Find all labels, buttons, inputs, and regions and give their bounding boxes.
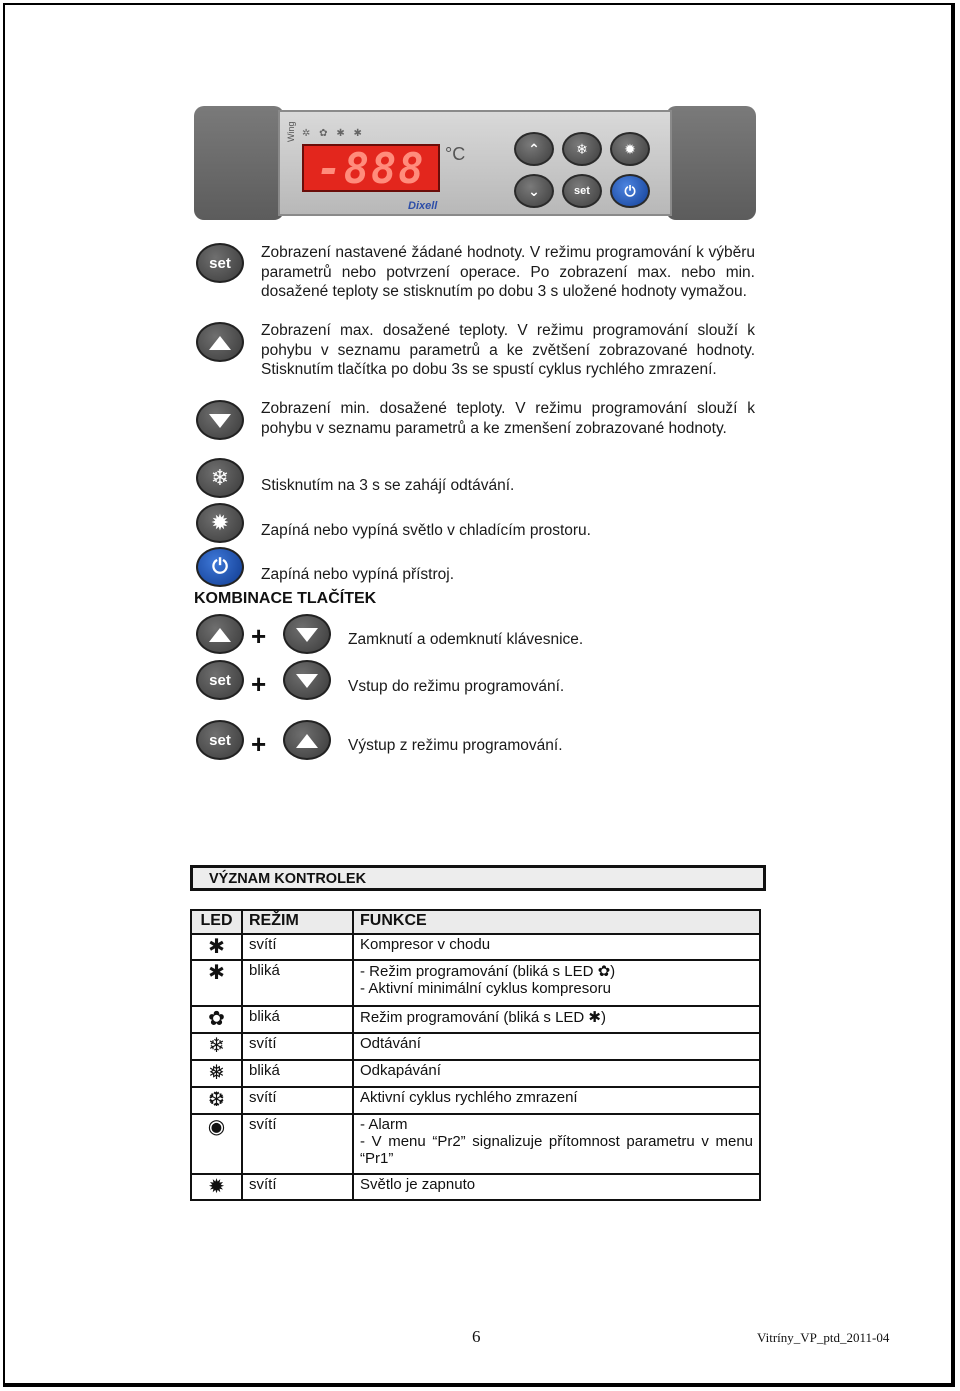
panel-defrost-button[interactable]: ❄ [562, 132, 602, 166]
controller-panel [194, 106, 756, 220]
brand-logo: Dixell [408, 200, 438, 212]
function-cell [353, 1114, 760, 1174]
compressor-led-icon: ✱ [208, 936, 225, 958]
defrost-button-icon: ❄ [196, 458, 244, 498]
led-display [302, 144, 440, 192]
document-id: Vitríny_VP_ptd_2011-04 [757, 1330, 890, 1345]
combo3-description: Výstup z režimu programování. [348, 737, 563, 754]
panel-left-cap [194, 106, 284, 220]
power-button-description: Zapíná nebo vypíná přístroj. [261, 566, 455, 583]
table-row [191, 1033, 760, 1060]
function-line: - Alarm [360, 1116, 408, 1133]
combo1-description: Zamknutí a odemknutí klávesnice. [348, 631, 584, 648]
light-button-description: Zapíná nebo vypíná světlo v chladícím prostoru. [261, 522, 591, 539]
function-line: Kompresor v chodu [360, 936, 491, 953]
table-row [191, 934, 760, 960]
mode-cell: svítí [242, 1174, 353, 1200]
mode-cell: svítí [242, 1114, 353, 1174]
led-table-header-row [191, 910, 760, 934]
up-button-description: Zobrazení max. dosažené teploty. V režimu programování slouží k pohybu v seznamu parametrů a ke zvětšení zobrazované hodnoty. Stisknutím tlačítka po dobu 3s se spustí cyklus rychlého zmrazení. [261, 322, 755, 379]
function-line: - Aktivní minimální cyklus kompresoru [360, 980, 611, 997]
function-cell [353, 1087, 760, 1114]
table-row [191, 960, 760, 1006]
combo2-description: Vstup do režimu programování. [348, 678, 565, 695]
panel-power-button[interactable]: ⏻ [610, 174, 650, 208]
panel-down-button[interactable]: ⌄ [514, 174, 554, 208]
table-row [191, 1114, 760, 1174]
alarm-led-icon: ◉ [207, 1116, 226, 1138]
panel-side-label: Wing [286, 121, 296, 142]
compressor-led-icon: ✱ [208, 962, 225, 984]
set-button-description: Zobrazení nastavené žádané hodnoty. V režimu programování k výběru parametrů nebo potvrzení operace. Po zobrazení max. nebo min. dosažené teploty se stisknutím po dobu 3 s uložené hodnoty vymažou. [261, 244, 755, 301]
panel-led-row: ✲ ✿ ✱ ✱ [302, 128, 365, 139]
function-line: Světlo je zapnuto [360, 1176, 476, 1193]
mode-cell: bliká [242, 1060, 353, 1087]
mode-cell: svítí [242, 1087, 353, 1114]
display-value: -888 [316, 143, 426, 193]
panel-light-button[interactable]: ✹ [610, 132, 650, 166]
led-cell [191, 1087, 242, 1114]
combo3-plus: + [251, 729, 267, 759]
display-unit: °C [445, 144, 466, 164]
defrost-led-icon: ❄ [208, 1035, 225, 1057]
function-cell [353, 1174, 760, 1200]
function-line: Aktivní cyklus rychlého zmrazení [360, 1089, 578, 1106]
mode-cell: svítí [242, 1033, 353, 1060]
led-cell [191, 934, 242, 960]
function-cell [353, 1006, 760, 1033]
light-led-icon: ✹ [208, 1176, 225, 1198]
function-cell [353, 1033, 760, 1060]
function-line: - V menu “Pr2” signalizuje přítomnost parametru v menu “Pr1” [360, 1133, 753, 1167]
function-line: - Režim programování (bliká s LED ✿) [360, 963, 616, 980]
dripping-led-icon: ❅ [208, 1062, 225, 1084]
function-cell [353, 960, 760, 1006]
led-cell [191, 1033, 242, 1060]
header-function: FUNKCE [353, 910, 760, 934]
header-led: LED [191, 910, 242, 934]
panel-up-button[interactable]: ⌃ [514, 132, 554, 166]
combo1-plus: + [251, 621, 267, 651]
mode-cell: bliká [242, 960, 353, 1006]
combo1-down-icon [283, 614, 331, 654]
combo2-plus: + [251, 669, 267, 699]
panel-face [278, 110, 672, 216]
combo1-up-icon [196, 614, 244, 654]
up-arrow-button-icon [196, 322, 244, 362]
fan-led-icon: ✿ [208, 1008, 225, 1030]
combo2-down-icon [283, 660, 331, 700]
function-line: Odtávání [360, 1035, 421, 1052]
led-cell [191, 1006, 242, 1033]
function-line: Odkapávání [360, 1062, 441, 1079]
down-arrow-button-icon [196, 400, 244, 440]
led-cell [191, 1060, 242, 1087]
light-button-icon: ✹ [196, 503, 244, 543]
function-cell [353, 934, 760, 960]
function-line: Režim programování (bliká s LED ✱) [360, 1009, 606, 1026]
led-cell [191, 1174, 242, 1200]
page-number: 6 [472, 1327, 481, 1346]
function-cell [353, 1060, 760, 1087]
mode-cell: bliká [242, 1006, 353, 1033]
power-button-icon: ⏻ [196, 547, 244, 587]
led-table [190, 909, 761, 1201]
led-cell [191, 960, 242, 1006]
mode-cell: svítí [242, 934, 353, 960]
combos-heading: KOMBINACE TLAČÍTEK [194, 590, 377, 607]
table-row [191, 1087, 760, 1114]
defrost-button-description: Stisknutím na 3 s se zahájí odtávání. [261, 477, 515, 494]
set-button-icon: set [196, 243, 244, 283]
down-button-description: Zobrazení min. dosažené teploty. V režimu programování slouží k pohybu v seznamu parametrů a ke zmenšení zobrazované hodnoty. [261, 400, 755, 437]
header-mode: REŽIM [242, 910, 353, 934]
panel-right-cap [666, 106, 756, 220]
panel-set-button[interactable]: set [562, 174, 602, 208]
table-row [191, 1060, 760, 1087]
table-row [191, 1174, 760, 1200]
table-row [191, 1006, 760, 1033]
combo2-set-icon: set [196, 660, 244, 700]
led-cell [191, 1114, 242, 1174]
combo3-set-icon: set [196, 720, 244, 760]
combo3-up-icon [283, 720, 331, 760]
fast-freeze-led-icon: ❆ [208, 1089, 225, 1111]
led-table-title: VÝZNAM KONTROLEK [190, 865, 766, 891]
